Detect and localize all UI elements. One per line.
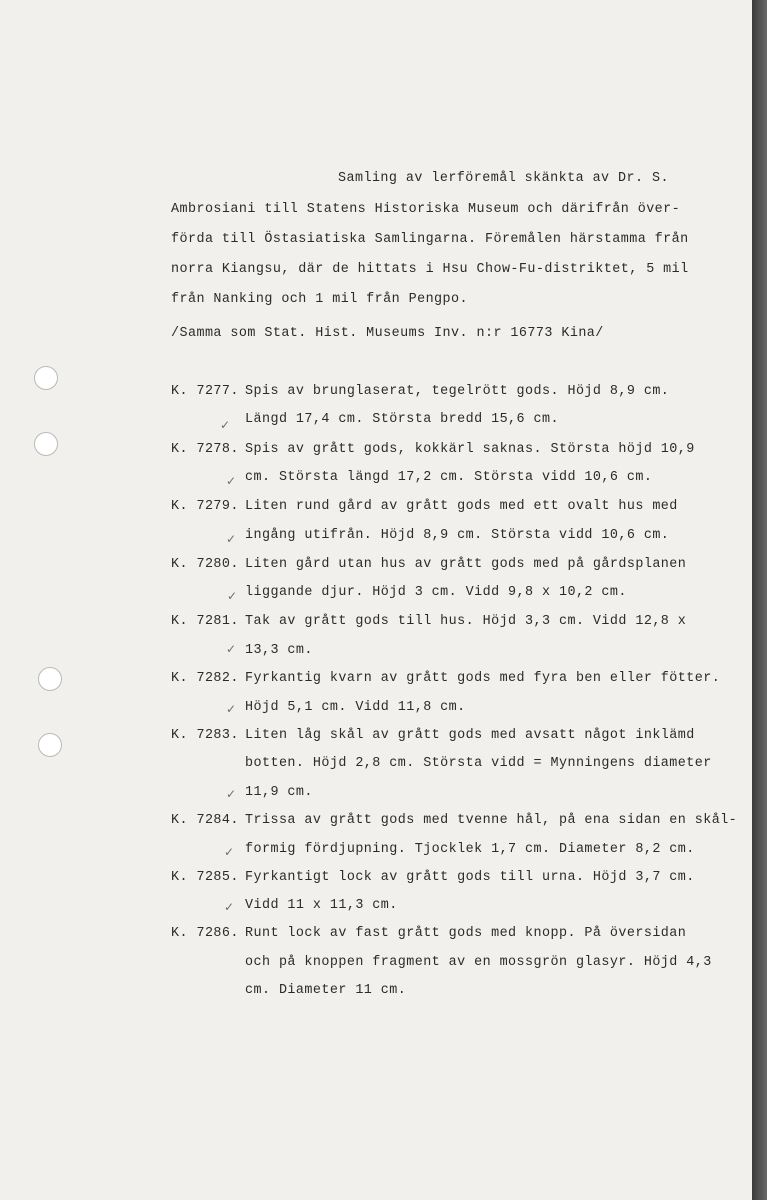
intro-line: från Nanking och 1 mil från Pengpo.: [171, 292, 468, 307]
checkmark-icon: ✓: [226, 642, 237, 656]
intro-line: norra Kiangsu, där de hittats i Hsu Chow-Fu-distriktet, 5 mil: [171, 262, 689, 277]
checkmark-icon: ✓: [226, 702, 237, 716]
entry-line: 11,9 cm.: [245, 785, 313, 800]
entry-line: formig fördjupning. Tjocklek 1,7 cm. Diameter 8,2 cm.: [245, 842, 695, 857]
checkmark-icon: ✓: [224, 845, 235, 859]
entry-line: cm. Diameter 11 cm.: [245, 983, 407, 998]
entry-line: Spis av brunglaserat, tegelrött gods. Höjd 8,9 cm.: [245, 384, 670, 399]
entry-line: Tak av grått gods till hus. Höjd 3,3 cm. Vidd 12,8 x: [245, 614, 687, 629]
entry-number: K. 7282.: [171, 671, 239, 686]
scanner-edge: [752, 0, 767, 1200]
checkmark-icon: ✓: [220, 418, 231, 432]
entry-line: och på knoppen fragment av en mossgrön glasyr. Höjd 4,3: [245, 955, 712, 970]
entry-line: Längd 17,4 cm. Största bredd 15,6 cm.: [245, 412, 559, 427]
entry-line: Vidd 11 x 11,3 cm.: [245, 898, 398, 913]
entry-number: K. 7286.: [171, 926, 239, 941]
entry-line: Liten rund gård av grått gods med ett ovalt hus med: [245, 499, 678, 514]
entry-line: Spis av grått gods, kokkärl saknas. Största höjd 10,9: [245, 442, 695, 457]
entry-number: K. 7277.: [171, 384, 239, 399]
punch-hole: [34, 366, 58, 390]
intro-line: Samling av lerföremål skänkta av Dr. S.: [338, 171, 669, 186]
entry-number: K. 7284.: [171, 813, 239, 828]
entry-number: K. 7278.: [171, 442, 239, 457]
entry-line: ingång utifrån. Höjd 8,9 cm. Största vidd 10,6 cm.: [245, 528, 670, 543]
entry-line: 13,3 cm.: [245, 643, 313, 658]
entry-number: K. 7279.: [171, 499, 239, 514]
entry-line: cm. Största längd 17,2 cm. Största vidd 10,6 cm.: [245, 470, 653, 485]
punch-hole: [38, 733, 62, 757]
checkmark-icon: ✓: [224, 900, 235, 914]
entry-line: Liten gård utan hus av grått gods med på gårdsplanen: [245, 557, 687, 572]
inventory-note: /Samma som Stat. Hist. Museums Inv. n:r 16773 Kina/: [171, 326, 604, 341]
checkmark-icon: ✓: [226, 532, 237, 546]
entry-line: Runt lock av fast grått gods med knopp. På översidan: [245, 926, 687, 941]
entry-number: K. 7280.: [171, 557, 239, 572]
entry-line: botten. Höjd 2,8 cm. Största vidd = Mynningens diameter: [245, 756, 712, 771]
entry-line: liggande djur. Höjd 3 cm. Vidd 9,8 x 10,2 cm.: [245, 585, 627, 600]
entry-number: K. 7283.: [171, 728, 239, 743]
punch-hole: [38, 667, 62, 691]
checkmark-icon: ✓: [227, 589, 238, 603]
intro-line: förda till Östasiatiska Samlingarna. Föremålen härstamma från: [171, 232, 689, 247]
intro-line: Ambrosiani till Statens Historiska Museum och därifrån över-: [171, 202, 681, 217]
entry-line: Liten låg skål av grått gods med avsatt något inklämd: [245, 728, 695, 743]
checkmark-icon: ✓: [226, 474, 237, 488]
entry-line: Fyrkantig kvarn av grått gods med fyra ben eller fötter.: [245, 671, 721, 686]
entry-line: Trissa av grått gods med tvenne hål, på ena sidan en skål-: [245, 813, 738, 828]
entry-number: K. 7285.: [171, 870, 239, 885]
entry-number: K. 7281.: [171, 614, 239, 629]
checkmark-icon: ✓: [226, 787, 237, 801]
punch-hole: [34, 432, 58, 456]
entry-line: Fyrkantigt lock av grått gods till urna. Höjd 3,7 cm.: [245, 870, 695, 885]
entry-line: Höjd 5,1 cm. Vidd 11,8 cm.: [245, 700, 466, 715]
